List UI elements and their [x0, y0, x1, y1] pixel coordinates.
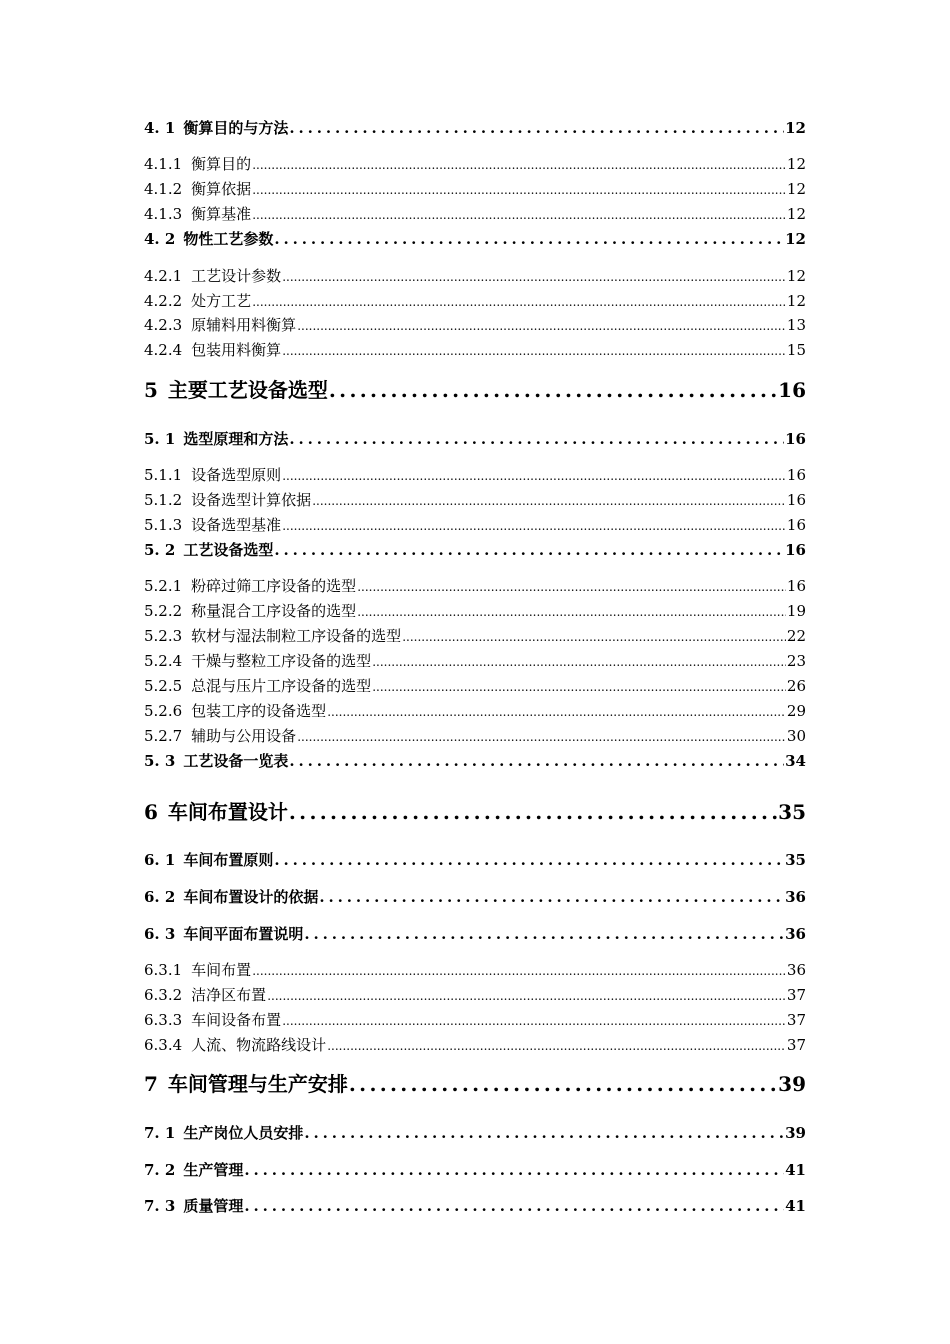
toc-entry-title: 设备选型基准 [191, 516, 282, 534]
dot-leader [349, 1071, 777, 1097]
toc-entry-number: 7. 2 [144, 1161, 176, 1179]
toc-entry[interactable] [144, 850, 806, 870]
dot-leader [274, 850, 784, 870]
toc-entry-number: 4.2.2 [144, 292, 183, 310]
toc-entry-title: 车间设备布置 [191, 1011, 282, 1029]
toc-entry-page-number: 23 [786, 652, 806, 670]
toc-entry[interactable] [144, 1196, 806, 1216]
toc-entry-title: 车间布置设计 [167, 800, 288, 824]
toc-entry-page-number: 16 [778, 378, 806, 402]
toc-entry-number: 4.1.2 [144, 180, 183, 198]
toc-entry-page-number: 16 [785, 430, 806, 448]
toc-entry-title: 总混与压片工序设备的选型 [191, 677, 372, 695]
toc-entry-number: 4. 1 [144, 119, 176, 137]
toc-entry-page-number: 36 [785, 925, 806, 943]
toc-entry-title: 衡算依据 [191, 180, 252, 198]
dot-leader [304, 924, 784, 944]
toc-entry-number: 4.2.4 [144, 341, 183, 359]
toc-entry-number: 5.1.1 [144, 466, 183, 484]
toc-entry-title: 人流、物流路线设计 [191, 1036, 327, 1054]
toc-entry-page-number: 35 [778, 800, 806, 824]
toc-entry[interactable] [144, 676, 806, 696]
toc-entry-number: 5. 3 [144, 752, 176, 770]
dot-leader [244, 1160, 784, 1180]
toc-entry-page-number: 36 [785, 888, 806, 906]
dot-leader [357, 602, 786, 621]
dot-leader [289, 429, 784, 449]
toc-entry-title: 洁净区布置 [191, 986, 267, 1004]
toc-entry-page-number: 12 [786, 180, 806, 198]
toc-entry[interactable] [144, 626, 806, 646]
dot-leader [252, 961, 786, 980]
toc-entry-page-number: 26 [786, 677, 806, 695]
toc-entry-page-number: 15 [786, 341, 806, 359]
toc-entry-page-number: 12 [786, 205, 806, 223]
toc-entry-page-number: 30 [786, 727, 806, 745]
toc-entry-number: 5.2.6 [144, 702, 183, 720]
dot-leader [252, 180, 786, 199]
toc-entry-page-number: 16 [786, 466, 806, 484]
toc-entry[interactable] [144, 465, 806, 485]
dot-leader [329, 377, 777, 403]
toc-entry-title: 原辅料用料衡算 [191, 316, 297, 334]
toc-entry-page-number: 35 [785, 851, 806, 869]
dot-leader [282, 267, 786, 286]
toc-entry-page-number: 39 [785, 1124, 806, 1142]
toc-entry[interactable] [144, 1010, 806, 1030]
toc-entry-title: 称量混合工序设备的选型 [191, 602, 357, 620]
toc-entry-number: 6.3.3 [144, 1011, 183, 1029]
toc-entry[interactable] [144, 799, 806, 825]
toc-entry-title: 生产管理 [183, 1161, 244, 1179]
toc-entry[interactable] [144, 540, 806, 560]
toc-entry-page-number: 12 [785, 230, 806, 248]
toc-entry-number: 5.2.1 [144, 577, 183, 595]
dot-leader [274, 229, 784, 249]
dot-leader [244, 1196, 784, 1216]
toc-entry-title: 车间布置原则 [183, 851, 274, 869]
toc-entry-title: 处方工艺 [191, 292, 252, 310]
dot-leader [252, 292, 786, 311]
toc-entry-number: 7. 1 [144, 1124, 176, 1142]
toc-entry-page-number: 12 [786, 155, 806, 173]
toc-entry-number: 6.3.2 [144, 986, 183, 1004]
toc-entry-number: 5. 2 [144, 541, 176, 559]
toc-entry-title: 生产岗位人员安排 [183, 1124, 304, 1142]
toc-entry-page-number: 12 [786, 267, 806, 285]
toc-entry-title: 主要工艺设备选型 [167, 378, 328, 402]
toc-entry-number: 4. 2 [144, 230, 176, 248]
dot-leader [402, 627, 786, 646]
toc-entry[interactable] [144, 315, 806, 335]
toc-entry-number: 6. 1 [144, 851, 176, 869]
toc-entry-number: 6 [144, 800, 158, 824]
toc-entry-title: 设备选型计算依据 [191, 491, 312, 509]
toc-entry-title: 工艺设备选型 [183, 541, 274, 559]
toc-entry-title: 车间布置设计的依据 [183, 888, 319, 906]
dot-leader [274, 540, 784, 560]
dot-leader [304, 1123, 784, 1143]
toc-entry-number: 5.2.4 [144, 652, 183, 670]
toc-entry[interactable] [144, 179, 806, 199]
toc-entry[interactable] [144, 429, 806, 449]
toc-entry-number: 4.1.1 [144, 155, 183, 173]
toc-entry[interactable] [144, 751, 806, 771]
toc-entry[interactable] [144, 701, 806, 721]
toc-entry[interactable] [144, 118, 806, 138]
table-of-contents [144, 0, 806, 1344]
dot-leader [282, 466, 786, 485]
toc-entry-title: 设备选型原则 [191, 466, 282, 484]
toc-entry-page-number: 34 [785, 752, 806, 770]
toc-entry[interactable] [144, 985, 806, 1005]
toc-entry-number: 5.1.2 [144, 491, 183, 509]
toc-entry-page-number: 13 [786, 316, 806, 334]
toc-entry[interactable] [144, 154, 806, 174]
toc-entry-number: 5. 1 [144, 430, 176, 448]
toc-entry-page-number: 16 [786, 491, 806, 509]
toc-entry-number: 6.3.4 [144, 1036, 183, 1054]
toc-entry-number: 5.2.2 [144, 602, 183, 620]
dot-leader [357, 577, 786, 596]
toc-entry-number: 6.3.1 [144, 961, 183, 979]
toc-entry[interactable] [144, 726, 806, 746]
toc-entry-number: 6. 2 [144, 888, 176, 906]
toc-entry-number: 5.2.3 [144, 627, 183, 645]
toc-entry-page-number: 41 [785, 1197, 806, 1215]
toc-entry-page-number: 41 [785, 1161, 806, 1179]
toc-entry-title: 车间管理与生产安排 [167, 1072, 348, 1096]
toc-entry-page-number: 16 [785, 541, 806, 559]
toc-entry-page-number: 19 [786, 602, 806, 620]
toc-entry[interactable] [144, 204, 806, 224]
toc-entry-title: 选型原理和方法 [183, 430, 289, 448]
toc-entry-title: 粉碎过筛工序设备的选型 [191, 577, 357, 595]
toc-entry[interactable] [144, 924, 806, 944]
toc-entry[interactable] [144, 887, 806, 907]
toc-entry-page-number: 12 [786, 292, 806, 310]
toc-entry[interactable] [144, 340, 806, 360]
dot-leader [327, 1036, 786, 1055]
toc-entry-number: 5 [144, 378, 158, 402]
toc-entry-number: 5.2.5 [144, 677, 183, 695]
toc-entry-number: 7. 3 [144, 1197, 176, 1215]
toc-entry-title: 物性工艺参数 [183, 230, 274, 248]
dot-leader [282, 341, 786, 360]
dot-leader [252, 205, 786, 224]
toc-entry-page-number: 37 [786, 1036, 806, 1054]
toc-entry-page-number: 22 [786, 627, 806, 645]
toc-entry-page-number: 37 [786, 986, 806, 1004]
dot-leader [267, 986, 786, 1005]
dot-leader [297, 316, 786, 335]
toc-entry[interactable] [144, 1123, 806, 1143]
toc-entry-title: 工艺设备一览表 [183, 752, 289, 770]
dot-leader [319, 887, 784, 907]
dot-leader [289, 118, 784, 138]
toc-entry-page-number: 16 [786, 577, 806, 595]
toc-entry-page-number: 29 [786, 702, 806, 720]
toc-entry[interactable] [144, 1035, 806, 1055]
toc-entry-number: 5.2.7 [144, 727, 183, 745]
dot-leader [282, 1011, 786, 1030]
toc-entry-number: 6. 3 [144, 925, 176, 943]
dot-leader [289, 799, 777, 825]
toc-entry-title: 衡算目的与方法 [183, 119, 289, 137]
toc-entry-title: 工艺设计参数 [191, 267, 282, 285]
dot-leader [289, 751, 784, 771]
toc-entry-page-number: 37 [786, 1011, 806, 1029]
toc-entry-number: 5.1.3 [144, 516, 183, 534]
toc-entry[interactable] [144, 1071, 806, 1097]
toc-entry-title: 衡算基准 [191, 205, 252, 223]
toc-entry-title: 干燥与整粒工序设备的选型 [191, 652, 372, 670]
toc-entry-number: 4.2.3 [144, 316, 183, 334]
toc-entry-page-number: 36 [786, 961, 806, 979]
toc-entry-title: 辅助与公用设备 [191, 727, 297, 745]
toc-entry-title: 质量管理 [183, 1197, 244, 1215]
toc-entry-title: 包装用料衡算 [191, 341, 282, 359]
dot-leader [372, 652, 786, 671]
toc-entry-number: 4.1.3 [144, 205, 183, 223]
toc-entry[interactable] [144, 1160, 806, 1180]
toc-entry[interactable] [144, 960, 806, 980]
dot-leader [312, 491, 786, 510]
dot-leader [252, 155, 786, 174]
toc-entry-title: 软材与湿法制粒工序设备的选型 [191, 627, 402, 645]
toc-entry-number: 4.2.1 [144, 267, 183, 285]
toc-entry[interactable] [144, 490, 806, 510]
toc-entry[interactable] [144, 266, 806, 286]
toc-entry-page-number: 12 [785, 119, 806, 137]
toc-entry[interactable] [144, 651, 806, 671]
dot-leader [282, 516, 786, 535]
toc-entry-title: 衡算目的 [191, 155, 252, 173]
toc-entry-page-number: 39 [778, 1072, 806, 1096]
toc-entry[interactable] [144, 229, 806, 249]
toc-entry-number: 7 [144, 1072, 158, 1096]
dot-leader [297, 727, 786, 746]
toc-entry[interactable] [144, 291, 806, 311]
dot-leader [327, 702, 786, 721]
toc-entry[interactable] [144, 576, 806, 596]
toc-entry[interactable] [144, 601, 806, 621]
toc-entry[interactable] [144, 377, 806, 403]
toc-entry-page-number: 16 [786, 516, 806, 534]
toc-entry-title: 包装工序的设备选型 [191, 702, 327, 720]
dot-leader [372, 677, 786, 696]
toc-entry-title: 车间平面布置说明 [183, 925, 304, 943]
toc-entry[interactable] [144, 515, 806, 535]
toc-entry-title: 车间布置 [191, 961, 252, 979]
